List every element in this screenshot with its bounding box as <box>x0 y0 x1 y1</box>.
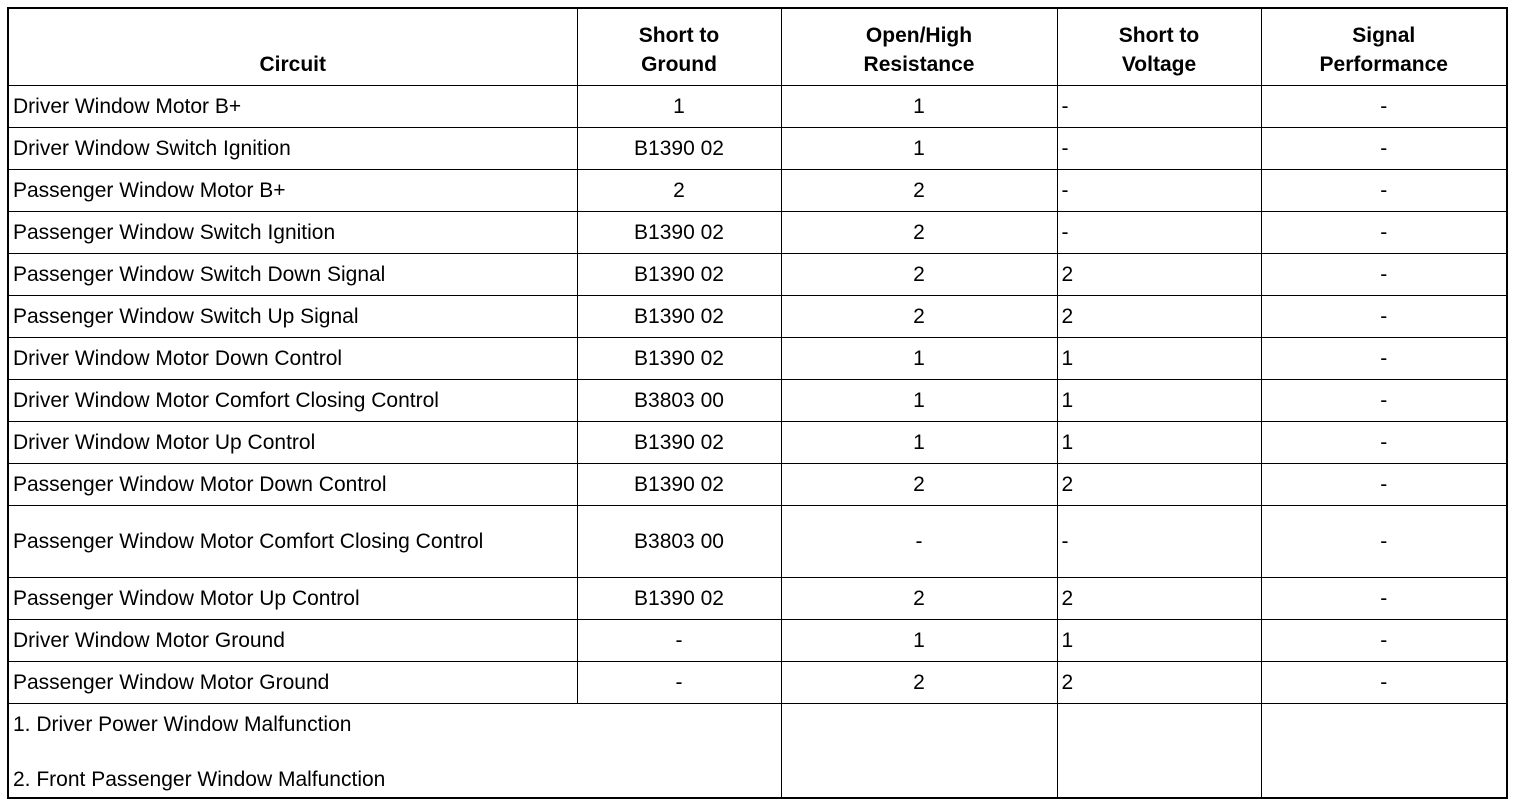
footnote-empty-cell <box>1057 704 1261 799</box>
cell-short-to-ground: B1390 02 <box>577 128 781 170</box>
cell-circuit: Passenger Window Switch Ignition <box>8 212 577 254</box>
cell-short-to-ground: B3803 00 <box>577 506 781 578</box>
cell-circuit: Driver Window Motor B+ <box>8 86 577 128</box>
header-short-to-ground <box>577 8 781 86</box>
cell-open-high: 1 <box>781 620 1057 662</box>
table-header-row <box>8 8 1507 86</box>
table-row <box>8 380 1507 422</box>
cell-short-to-voltage: - <box>1057 170 1261 212</box>
cell-signal-performance: - <box>1261 212 1507 254</box>
footnote-2: 2. Front Passenger Window Malfunction <box>13 768 386 791</box>
footnote-1: 1. Driver Power Window Malfunction <box>13 713 352 736</box>
footnote-empty-cell <box>1261 704 1507 799</box>
cell-signal-performance: - <box>1261 578 1507 620</box>
footnote-empty-cell <box>781 704 1057 799</box>
cell-short-to-ground: B1390 02 <box>577 296 781 338</box>
header-open-high-resistance <box>781 8 1057 86</box>
table-row <box>8 464 1507 506</box>
cell-signal-performance: - <box>1261 170 1507 212</box>
cell-circuit: Driver Window Motor Comfort Closing Control <box>8 380 577 422</box>
cell-short-to-voltage: 1 <box>1057 380 1261 422</box>
table-row <box>8 296 1507 338</box>
cell-circuit: Passenger Window Motor Ground <box>8 662 577 704</box>
footnotes-cell <box>8 704 781 799</box>
cell-circuit: Driver Window Switch Ignition <box>8 128 577 170</box>
cell-short-to-voltage: 1 <box>1057 338 1261 380</box>
cell-short-to-ground: B3803 00 <box>577 380 781 422</box>
cell-short-to-ground: B1390 02 <box>577 338 781 380</box>
table-row <box>8 212 1507 254</box>
header-circuit-label: Circuit <box>259 53 326 76</box>
header-short-to-voltage-line1: Short to <box>1118 24 1200 47</box>
cell-short-to-voltage: 2 <box>1057 254 1261 296</box>
header-signal-performance-line2: Performance <box>1319 53 1448 76</box>
header-signal-performance <box>1261 8 1507 86</box>
cell-short-to-voltage: - <box>1057 86 1261 128</box>
cell-signal-performance: - <box>1261 506 1507 578</box>
table-row <box>8 170 1507 212</box>
cell-signal-performance: - <box>1261 338 1507 380</box>
cell-open-high: 2 <box>781 662 1057 704</box>
cell-signal-performance: - <box>1261 128 1507 170</box>
cell-short-to-voltage: 2 <box>1057 578 1261 620</box>
cell-signal-performance: - <box>1261 422 1507 464</box>
cell-circuit: Passenger Window Motor Comfort Closing Control <box>8 506 577 578</box>
header-signal-performance-line1: Signal <box>1352 24 1416 47</box>
cell-circuit: Driver Window Motor Up Control <box>8 422 577 464</box>
table-row <box>8 620 1507 662</box>
header-open-high-line2: Resistance <box>863 53 975 76</box>
table-row <box>8 422 1507 464</box>
cell-circuit: Passenger Window Switch Down Signal <box>8 254 577 296</box>
cell-open-high: 1 <box>781 422 1057 464</box>
table-row <box>8 254 1507 296</box>
cell-open-high: 1 <box>781 128 1057 170</box>
cell-short-to-ground: B1390 02 <box>577 464 781 506</box>
table-row <box>8 578 1507 620</box>
cell-short-to-voltage: - <box>1057 212 1261 254</box>
cell-short-to-voltage: 2 <box>1057 464 1261 506</box>
cell-short-to-voltage: 2 <box>1057 296 1261 338</box>
cell-short-to-ground: B1390 02 <box>577 212 781 254</box>
cell-circuit: Driver Window Motor Ground <box>8 620 577 662</box>
cell-short-to-ground: 1 <box>577 86 781 128</box>
cell-short-to-voltage: - <box>1057 506 1261 578</box>
cell-open-high: 2 <box>781 254 1057 296</box>
footnotes-row <box>8 704 1507 799</box>
cell-signal-performance: - <box>1261 662 1507 704</box>
cell-short-to-ground: B1390 02 <box>577 422 781 464</box>
table-row <box>8 86 1507 128</box>
circuit-dtc-table <box>7 7 1508 799</box>
cell-open-high: 2 <box>781 578 1057 620</box>
cell-short-to-ground: - <box>577 662 781 704</box>
header-open-high-line1: Open/High <box>865 24 973 47</box>
cell-circuit: Passenger Window Motor Down Control <box>8 464 577 506</box>
cell-signal-performance: - <box>1261 296 1507 338</box>
cell-open-high: 2 <box>781 296 1057 338</box>
cell-open-high: 1 <box>781 380 1057 422</box>
cell-open-high: 2 <box>781 170 1057 212</box>
header-short-to-voltage <box>1057 8 1261 86</box>
cell-open-high: 1 <box>781 338 1057 380</box>
cell-circuit: Passenger Window Switch Up Signal <box>8 296 577 338</box>
header-circuit <box>8 8 577 86</box>
document <box>7 7 1508 799</box>
cell-open-high: - <box>781 506 1057 578</box>
header-short-to-ground-line1: Short to <box>638 24 720 47</box>
table-row <box>8 506 1507 578</box>
header-short-to-ground-line2: Ground <box>641 53 717 76</box>
header-short-to-voltage-line2: Voltage <box>1121 53 1197 76</box>
cell-short-to-voltage: 1 <box>1057 620 1261 662</box>
cell-short-to-ground: 2 <box>577 170 781 212</box>
cell-signal-performance: - <box>1261 620 1507 662</box>
cell-short-to-voltage: 1 <box>1057 422 1261 464</box>
cell-circuit: Passenger Window Motor B+ <box>8 170 577 212</box>
cell-short-to-ground: B1390 02 <box>577 254 781 296</box>
cell-signal-performance: - <box>1261 254 1507 296</box>
table-row <box>8 338 1507 380</box>
cell-short-to-voltage: 2 <box>1057 662 1261 704</box>
cell-circuit: Passenger Window Motor Up Control <box>8 578 577 620</box>
cell-signal-performance: - <box>1261 380 1507 422</box>
cell-circuit: Driver Window Motor Down Control <box>8 338 577 380</box>
footnotes <box>13 704 777 794</box>
cell-short-to-ground: B1390 02 <box>577 578 781 620</box>
cell-short-to-ground: - <box>577 620 781 662</box>
cell-open-high: 2 <box>781 464 1057 506</box>
cell-signal-performance: - <box>1261 86 1507 128</box>
table-row <box>8 662 1507 704</box>
cell-short-to-voltage: - <box>1057 128 1261 170</box>
cell-signal-performance: - <box>1261 464 1507 506</box>
table-row <box>8 128 1507 170</box>
cell-open-high: 1 <box>781 86 1057 128</box>
cell-open-high: 2 <box>781 212 1057 254</box>
